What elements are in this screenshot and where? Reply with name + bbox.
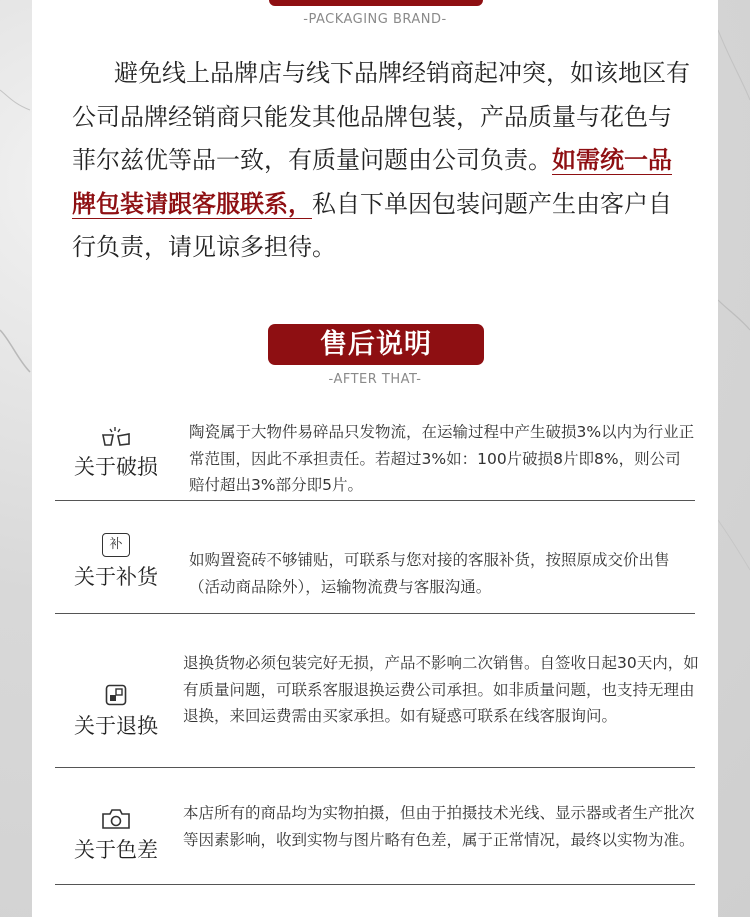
- camera-icon: [101, 808, 131, 830]
- row-label: 关于退换: [74, 714, 158, 738]
- row-label: 关于补货: [74, 565, 158, 589]
- row-label: 关于破损: [74, 455, 158, 479]
- row-description: 如购置瓷砖不够铺贴，可联系与您对接的客服补货，按照原成交价出售（活动商品除外），运输物流费与客服沟通。: [189, 551, 670, 596]
- packaging-title-pill: [269, 0, 483, 6]
- after-sales-row-broken: [55, 407, 695, 501]
- row-label: 关于色差: [74, 838, 158, 862]
- paragraph-text: 避免线上品牌店与线下品牌经销商起冲突，如该地区有公司品牌经销商只能发其他品牌包装，产品质量与花色与菲尔兹优等品一致，有质量问题由公司负责。: [72, 59, 690, 174]
- after-sales-row-replenish: [55, 501, 695, 614]
- after-sales-row-color: [55, 768, 695, 885]
- replenish-icon: 补: [102, 533, 130, 557]
- row-label-group: [55, 684, 177, 740]
- broken-glass-icon: [99, 425, 133, 447]
- exchange-icon: [105, 684, 127, 706]
- after-sales-subtitle: -AFTER THAT-: [328, 372, 422, 387]
- row-label-group: [55, 533, 177, 591]
- paragraph-highlight: 如需统一品牌包装请跟客服联系，: [72, 146, 672, 218]
- row-description: 本店所有的商品均为实物拍摄，但由于拍摄技术光线、显示器或者生产批次等因素影响，收到实物与图片略有色差，属于正常情况，最终以实物为准。: [183, 804, 695, 849]
- row-description: 退换货物必须包装完好无损，产品不影响二次销售。自签收日起30天内，如有质量问题，可联系客服退换运费公司承担。如非质量问题，也支持无理由退换，来回运费需由买家承担。如有疑惑可联系在线客服询问。: [183, 654, 699, 725]
- content-card: [32, 0, 718, 917]
- row-description: 陶瓷属于大物件易碎品只发物流，在运输过程中产生破损3%以内为行业正常范围，因此不承担责任。若超过3%如：100片破损8片即8%，则公司赔付超出3%部分即5片。: [189, 423, 695, 494]
- row-label-group: [55, 425, 177, 481]
- after-sales-title: 售后说明: [268, 324, 484, 365]
- row-label-group: [55, 808, 177, 864]
- packaging-paragraph: [72, 52, 692, 270]
- after-sales-row-exchange: [55, 614, 699, 768]
- packaging-subtitle: -PACKAGING BRAND-: [303, 12, 447, 27]
- paragraph-text-end: 私自下单因包装问题产生由客户自行负责，请见谅多担待。: [72, 189, 672, 261]
